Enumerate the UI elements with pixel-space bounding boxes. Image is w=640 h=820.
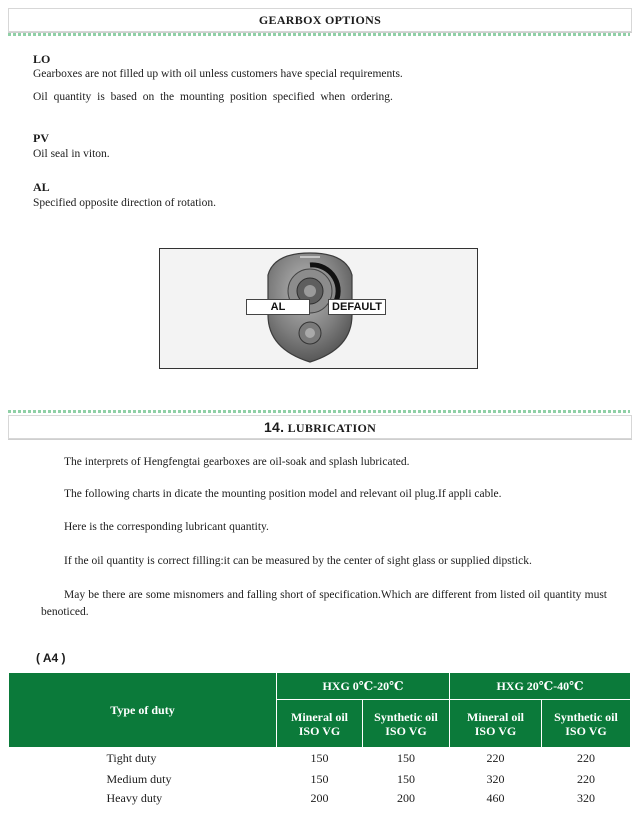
lube-para-1: The interprets of Hengfengtai gearboxes are oil-soak and splash lubricated. <box>64 456 410 468</box>
lube-para-2: The following charts in dicate the mounting position model and relevant oil plug.If appli cable. <box>64 488 502 500</box>
synthetic-oil-header-2: Synthetic oil ISO VG <box>542 700 631 748</box>
table-row: Heavy duty 200 200 460 320 <box>9 789 631 808</box>
al-text: Specified opposite direction of rotation. <box>33 197 216 209</box>
synthetic-oil-header-1: Synthetic oil ISO VG <box>363 700 450 748</box>
al-title: AL <box>33 180 50 194</box>
mineral-oil-header-2: Mineral oil ISO VG <box>450 700 542 748</box>
table-caption: ( A4 ) <box>36 651 66 665</box>
lube-para-5: May be there are some misnomers and falling short of specification.Which are different from listed oil quantity must benoticed. <box>41 589 607 618</box>
pv-title: PV <box>33 131 49 145</box>
lubrication-title: LUBRICATION <box>287 421 377 435</box>
gearbox-options-header: GEARBOX OPTIONS <box>8 8 632 32</box>
lube-para-3: Here is the corresponding lubricant quantity. <box>64 521 269 533</box>
group-header-0-20: HXG 0℃-20℃ <box>277 673 450 700</box>
pv-text: Oil seal in viton. <box>33 148 110 160</box>
header-stripe <box>8 33 630 36</box>
al-label: AL <box>246 299 310 315</box>
lubrication-stripe <box>8 410 630 413</box>
section-number: 14. <box>263 419 285 435</box>
group-header-20-40: HXG 20℃-40℃ <box>450 673 631 700</box>
table-row: Medium duty 150 150 320 220 <box>9 770 631 789</box>
lubricant-table <box>8 672 631 808</box>
default-label: DEFAULT <box>328 299 386 315</box>
gearbox-figure <box>159 248 478 369</box>
lube-para-4: If the oil quantity is correct filling:it can be measured by the center of sight glass or supplied dipstick. <box>64 555 532 567</box>
lo-line-2: Oil quantity is based on the mounting position specified when ordering. <box>33 91 393 103</box>
lo-title: LO <box>33 52 51 66</box>
mineral-oil-header-1: Mineral oil ISO VG <box>277 700 363 748</box>
lubrication-header <box>8 415 632 439</box>
lo-line-1: Gearboxes are not filled up with oil unless customers have special requirements. <box>33 68 403 80</box>
type-of-duty-header: Type of duty <box>9 673 277 748</box>
gearbox-housing-icon <box>160 249 477 368</box>
table-row: Tight duty 150 150 220 220 <box>9 748 631 770</box>
